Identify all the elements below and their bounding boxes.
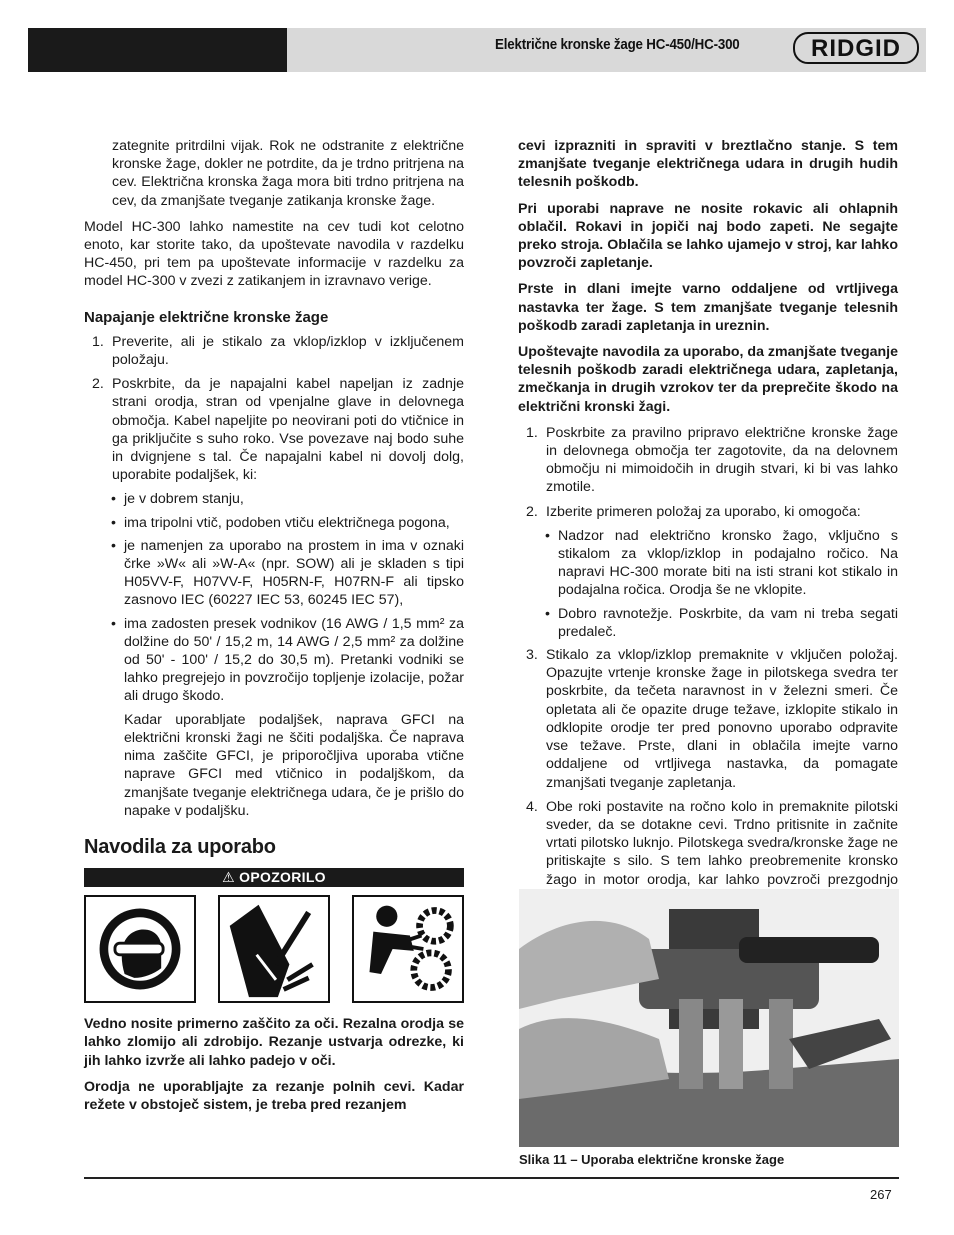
warning-text: Upoštevajte navodila za uporabo, da zmanjšate tveganje telesnih poškodb zaradi električnega udara, zapletanja, zmečkanja in drugih vzrokov ter da preprečite škodo na električni kronski žagi. [518,344,899,415]
entanglement-hazard-icon [352,895,464,1003]
eye-protection-icon [84,895,196,1003]
steps-list [518,424,898,521]
steps-list [84,333,464,485]
warning-bar: ⚠ OPOZORILO [84,868,464,887]
list-item: • ima zadosten presek vodnikov (16 AWG / 1,5 mm² za dolžine do 50' / 15,2 m, 14 AWG / 2,5 mm² za dolžine od 50' - 100' / 15,2 do 30,5 m). Pretanki vodniki se lahko pregrejejo in povzročijo topljenje izolacije, požar ali drugo škodo. [111,615,464,705]
paragraph: Kadar uporabljate podaljšek, naprava GFCI na električni kronski žagi ne ščiti podaljška. Če naprava nima zaščite GFCI, je priporočljiva uporaba vtične naprave GFCI med vtičnico in podaljškom, da zmanjšate tveganje električnega udara, če je prišlo do napake v podaljšku. [124,711,464,819]
list-item: • Dobro ravnotežje. Poskrbite, da vam ni treba segati predaleč. [545,605,898,640]
logo-text: RIDGID [811,35,901,62]
section-heading: Napajanje električne kronske žage [84,308,329,326]
footer-rule [84,1177,899,1179]
ridgid-logo [793,32,919,64]
right-column [518,137,898,913]
list-item: • Nadzor nad električno kronsko žago, vključno s stikalom za vklop/izklop in podajalno ročico. Na napravi HC-300 morate biti na isti strani kot stikalo in podajalna ročica. Orodja še ne vklopite. [545,527,898,599]
page-number: 267 [870,1187,892,1202]
list-item: • ima tripolni vtič, podoben vtiču električnega pogona, [111,514,450,531]
bullet-list [518,527,898,641]
warning-text: Prste in dlani imejte varno oddaljene od vrtljivega nastavka ter žage. S tem zmanjšate tveganje telesnih poškodb zaradi zapletanja in ureznin. [518,281,898,334]
list-item: • je v dobrem stanju, [111,491,244,508]
paragraph: Model HC-300 lahko namestite na cev tudi kot celotno enoto, kar storite tako, da upoštevate navodila v razdelku HC-450, pri tem pa upoštevate informacije v razdelku za model HC-300 v zvezi z zatikanjem in izravnavo verige. [84,218,464,290]
paragraph: zategnite pritrdilni vijak. Rok ne odstranite z električne kronske žage, dokler ne potrdite, da je trdno pritrjena na cev. Električna kronska žaga mora biti trdno pritrjena na cev, da zmanjšate tveganje zatikanja kronske žage. [112,138,464,209]
figure-caption: Slika 11 – Uporaba električne kronske žage [519,1152,785,1167]
safety-icons [84,895,464,1003]
section-heading: Navodila za uporabo [84,835,276,858]
cut-hazard-icon [218,895,330,1003]
list-item: 1. Poskrbite za pravilno pripravo električne kronske žage in delovnega območja ter zagotovite, da na delovnem območju ni mimoidočih in drugih stvari, ki bi vas lahko zmotile. [526,424,898,496]
warning-triangle-icon: ⚠ [222,869,235,886]
list-item: 2. Izberite primeren položaj za uporabo, ki omogoča: [526,503,861,520]
figure-11-photo [519,889,899,1147]
left-column [84,137,464,1122]
list-item: 4. Obe roki postavite na ročno kolo in premaknite pilotski sveder, da se dotakne cevi. Trdno pritisnite in začnite vrtati pilotsko luknjo. Pilotskega svedra/kronske žage ne pritiskajte s silo. S tem lahko preobremenite kronsko žago in motor orodja, kar lahko povzroči prezgodnjo [526,798,898,888]
steps-list [518,646,898,907]
list-item: 3. Stikalo za vklop/izklop premaknite v vključen položaj. Opazujte vrtenje kronske žage in pilotskega svedra ter poskrbite, da tečeta naravnost in v železni smeri. Če opletata ali če opazite druge težave, izklopite stikalo in odklopite orodje ter pred ponovno uporabo odpravite vse težave. Prste, dlani in oblačila imejte varno oddaljene od vrtljivega nastavka, da pomagate zmanjšati tveganje zapletanja. [526,647,898,791]
list-item: 1. Preverite, ali je stikalo za vklop/izklop v izključenem položaju. [92,333,464,369]
list-item: 2. Poskrbite, da je napajalni kabel napeljan iz zadnje strani orodja, stran od vpenjalne glave in delovnega območja. Kabel napeljite po neovirani poti do vtičnice in ga priključite s suho roko. Vse povezave naj bodo suhe in dvignjene s tal. Če napajalni kabel ni dovolj dolg, uporabite podaljšek, ki: [92,376,464,484]
warning-text: cevi izprazniti in spraviti v breztlačno stanje. S tem zmanjšate tveganje električnega udara in drugih hudih telesnih poškodb. [518,138,898,191]
bullet-list [84,490,464,705]
header-black-band [28,28,287,72]
header-title: Električne kronske žage HC-450/HC-300 [495,37,740,53]
list-item: • je namenjen za uporabo na prostem in ima v oznaki črke »W« ali »W-A« (npr. SOW) ali je skladen s tipi H05VV-F, H07VV-F, H05RN-F, H07RN-F ali tipsko zasnovo IEC (60227 IEC 53, 60245 IEC 57), [111,537,464,609]
warning-text: Pri uporabi naprave ne nosite rokavic ali ohlapnih oblačil. Rokavi in jopiči naj bodo zapeti. Ne segajte preko stroja. Oblačila se lahko ujamejo v stroj, kar lahko povzroči zapletanje. [518,200,898,272]
warning-text: Vedno nosite primerno zaščito za oči. Rezalna orodja se lahko zlomijo ali zdrobijo. Rezanje ustvarja odrezke, ki jih lahko izvrže ali lahko padejo v oči. [84,1016,464,1069]
warning-text: Orodja ne uporabljajte za rezanje polnih cevi. Kadar režete v obstoječ sistem, je treba pred rezanjem [84,1078,464,1113]
